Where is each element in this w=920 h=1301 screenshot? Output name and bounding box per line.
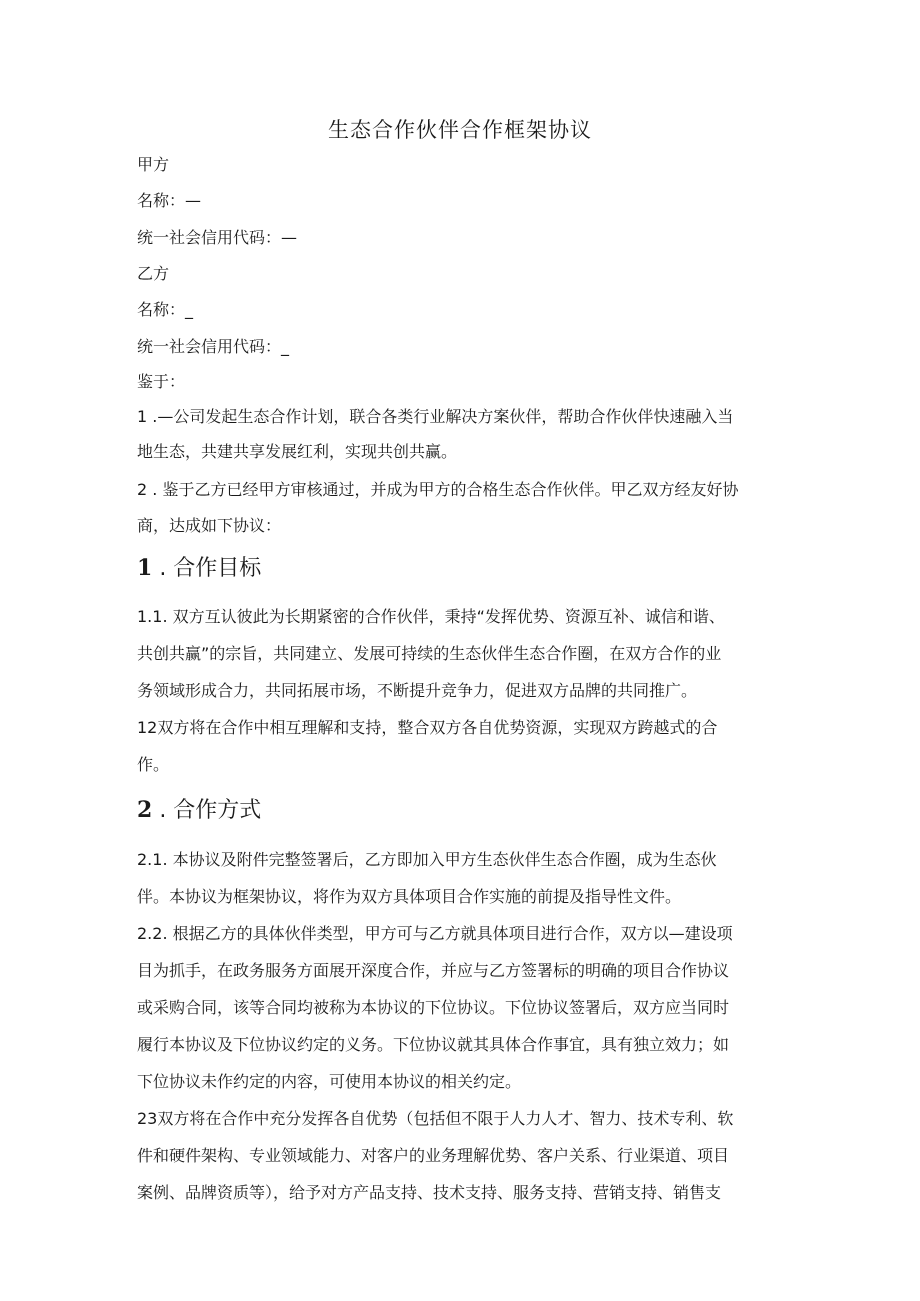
clause-2-2-line: 或采购合同，该等合同均被称为本协议的下位协议。下位协议签署后，双方应当同时 [137, 998, 730, 1017]
clause-2-2-line: 2.2. 根据乙方的具体伙伴类型，甲方可与乙方就具体项目进行合作，双方以—建设项 [137, 924, 733, 943]
party-b-heading: 乙方 [137, 264, 170, 283]
whereas-2-line: 2 . 鉴于乙方已经甲方审核通过，并成为甲方的合格生态合作伙伴。甲乙双方经友好协 [137, 480, 739, 499]
section-1-title: . 合作目标 [159, 556, 262, 581]
section-1-number: 1 [137, 555, 153, 581]
section-2-heading [137, 795, 787, 826]
party-a-credit-code: 统一社会信用代码：— [137, 228, 298, 247]
clause-1-2-line: 作。 [137, 755, 170, 774]
clause-2-2-line: 目为抓手，在政务服务方面展开深度合作，并应与乙方签署标的明确的项目合作协议 [137, 961, 730, 980]
whereas-label: 鉴于： [137, 372, 186, 391]
party-b-name: 名称：_ [137, 300, 194, 319]
clause-2-2-line: 履行本协议及下位协议约定的义务。下位协议就其具体合作事宜，具有独立效力；如 [137, 1035, 730, 1054]
clause-1-2-line: 12双方将在合作中相互理解和支持，整合双方各自优势资源，实现双方跨越式的合 [137, 718, 718, 737]
clause-2-3-line: 案例、品牌资质等），给予对方产品支持、技术支持、服务支持、营销支持、销售支 [137, 1183, 722, 1202]
whereas-2-line: 商，达成如下协议： [137, 516, 282, 535]
party-a-name: 名称：— [137, 191, 202, 210]
document-title: 生态合作伙伴合作框架协议 [328, 118, 592, 142]
clause-2-1-line: 伴。本协议为框架协议，将作为双方具体项目合作实施的前提及指导性文件。 [137, 887, 682, 906]
clause-2-1-line: 2.1. 本协议及附件完整签署后，乙方即加入甲方生态伙伴生态合作圈，成为生态伙 [137, 850, 717, 869]
clause-2-3-line: 件和硬件架构、专业领域能力、对客户的业务理解优势、客户关系、行业渠道、项目 [137, 1146, 730, 1165]
party-a-heading: 甲方 [137, 155, 170, 174]
clause-1-1-line: 共创共赢”的宗旨，共同建立、发展可持续的生态伙伴生态合作圈，在双方合作的业 [137, 644, 722, 663]
clause-1-1-line: 务领域形成合力，共同拓展市场，不断提升竞争力，促进双方品牌的共同推广。 [137, 681, 698, 700]
clause-2-3-line: 23双方将在合作中充分发挥各自优势（包括但不限于人力人才、智力、技术专利、软 [137, 1109, 734, 1128]
whereas-1-line: 地生态，共建共享发展红利，实现共创共赢。 [137, 442, 458, 461]
clause-2-2-line: 下位协议未作约定的内容，可使用本协议的相关约定。 [137, 1072, 522, 1091]
clause-1-1-line: 1.1. 双方互认彼此为长期紧密的合作伙伴，秉持“发挥优势、资源互补、诚信和谐、 [137, 607, 725, 626]
section-2-number: 2 [137, 797, 153, 823]
section-2-title: . 合作方式 [159, 798, 262, 823]
party-b-credit-code: 统一社会信用代码：_ [137, 337, 290, 356]
whereas-1-line: 1 .—公司发起生态合作计划，联合各类行业解决方案伙伴，帮助合作伙伴快速融入当 [137, 407, 734, 426]
section-1-heading [137, 553, 787, 584]
